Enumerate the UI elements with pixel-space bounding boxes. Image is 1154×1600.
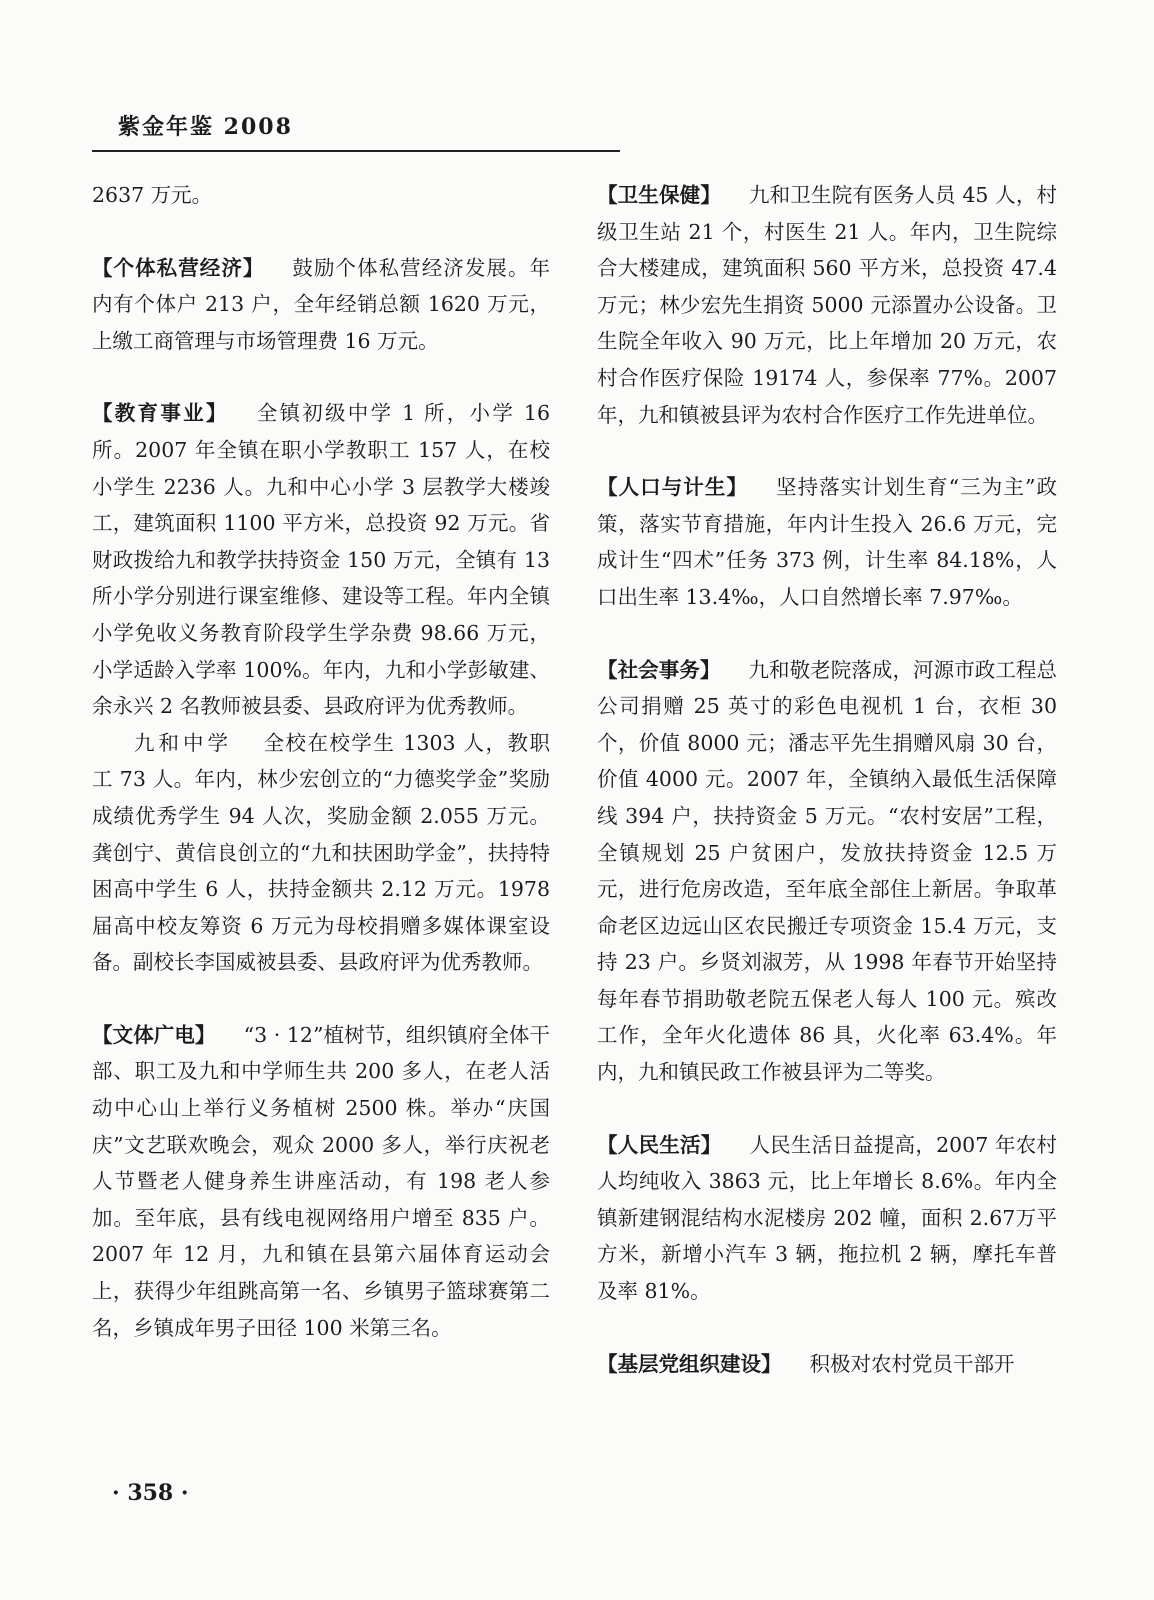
- section-text: 九和敬老院落成，河源市政工程总公司捐赠 25 英寸的彩色电视机 1 台，衣柜 30 个，价值 8000 元；潘志平先生捐赠风扇 30 台，价值 4000 元。2007 年，全镇纳入最低生活保障线 394 户，扶持资金 5 万元。“农村安居”工程，全镇规划 25 户贫困户，发放扶持资金 12.5 万元，进行危房改造，至年底全部住上新居。争取革命老区边远山区农民搬迁专项资金 15.4 万元，支持 23 户。乡贤刘淑芳，从 1998 年春节开始坚持每年春节捐助敬老院五保老人每人 100 元。殡改工作，全年火化遗体 86 具，火化率 63.4%。年内，九和镇民政工作被县评为二等奖。: [597, 657, 1058, 1085]
- section-text: “3 · 12”植树节，组织镇府全体干部、职工及九和中学师生共 200 多人，在老人活动中心山上举行义务植树 2500 株。举办“庆国庆”文艺联欢晚会，观众 2000 多人，举行庆祝老人节暨老人健身养生讲座活动，有 198 老人参加。至年底，县有线电视网络用户增至 835 户。2007 年 12 月，九和镇在县第六届体育运动会上，获得少年组跳高第一名、乡镇男子篮球赛第二名，乡镇成年男子田径 100 米第三名。: [92, 1022, 551, 1340]
- section-culture-sports: [92, 1017, 550, 1346]
- subsection-jiuhe-middle-school: [92, 725, 550, 981]
- section-health: [597, 177, 1057, 433]
- section-social-affairs: [597, 652, 1057, 1091]
- section-text: 鼓励个体私营经济发展。年内有个体户 213 户，全年经销总额 1620 万元，上缴工商管理与市场管理费 16 万元。: [92, 255, 551, 353]
- running-header-title: 紫金年鉴 2008: [118, 114, 293, 140]
- section-private-economy: [92, 250, 550, 360]
- left-column: [92, 177, 550, 1382]
- section-text: 九和卫生院有医务人员 45 人，村级卫生站 21 个，村医生 21 人。年内，卫生院综合大楼建成，建筑面积 560 平方米，总投资 47.4 万元；林少宏先生捐资 5000 元添置办公设备。卫生院全年收入 90 万元，比上年增加 20 万元，农村合作医疗保险 19174 人，参保率 77%。2007 年，九和镇被县评为农村合作医疗工作先进单位。: [597, 183, 1057, 427]
- section-text: 全镇初级中学 1 所，小学 16 所。2007 年全镇在职小学教职工 157 人，在校小学生 2236 人。九和中心小学 3 层教学大楼竣工，建筑面积 1100 平方米，总投资 92 万元。省财政拨给九和教学扶持资金 150 万元，全镇有 13 所小学分别进行课室维修、建设等工程。年内全镇小学免收义务教育阶段学生学杂费 98.66 万元，小学适龄入学率 100%。年内，九和小学彭敏建、余永兴 2 名教师被县委、县政府评为优秀教师。: [92, 401, 550, 719]
- subsection-title: 九和中学: [134, 730, 232, 755]
- section-title: 【教育事业】: [92, 401, 229, 426]
- opening-fragment: 2637 万元。: [92, 183, 213, 207]
- section-education: [92, 395, 550, 724]
- section-party-organization: [597, 1346, 1057, 1383]
- section-title: 【人民生活】: [597, 1132, 722, 1157]
- right-column: [597, 177, 1057, 1418]
- section-text: 人民生活日益提高，2007 年农村人均纯收入 3863 元，比上年增长 8.6%。年内全镇新建钢混结构水泥楼房 202 幢，面积 2.67万平方米，新增小汽车 3 辆，拖拉机 2 辆，摩托车普及率 81%。: [597, 1132, 1057, 1304]
- section-population: [597, 469, 1057, 615]
- section-title: 【个体私营经济】: [92, 255, 265, 280]
- header-rule: [92, 150, 620, 152]
- section-title: 【人口与计生】: [597, 475, 749, 500]
- section-title: 【文体广电】: [92, 1022, 216, 1047]
- section-title: 【卫生保健】: [597, 183, 722, 207]
- section-living-standards: [597, 1127, 1057, 1310]
- page-number: · 358 ·: [112, 1480, 189, 1506]
- section-title: 【社会事务】: [597, 657, 721, 682]
- subsection-text: 全校在校学生 1303 人，教职工 73 人。年内，林少宏创立的“力德奖学金”奖励成绩优秀学生 94 人次，奖励金额 2.055 万元。龚创宁、黄信良创立的“九和扶困助学金”，扶持特困高中学生 6 人，扶持金额共 2.12 万元。1978 届高中校友筹资 6 万元为母校捐赠多媒体课室设备。副校长李国威被县委、县政府评为优秀教师。: [92, 730, 550, 975]
- section-text: 积极对农村党员干部开: [809, 1351, 1015, 1376]
- section-text: 坚持落实计划生育“三为主”政策，落实节育措施，年内计生投入 26.6 万元，完成计生“四术”任务 373 例，计生率 84.18%，人口出生率 13.4‰，人口自然增长率 7.97‰。: [597, 475, 1058, 609]
- section-title: 【基层党组织建设】: [597, 1351, 782, 1376]
